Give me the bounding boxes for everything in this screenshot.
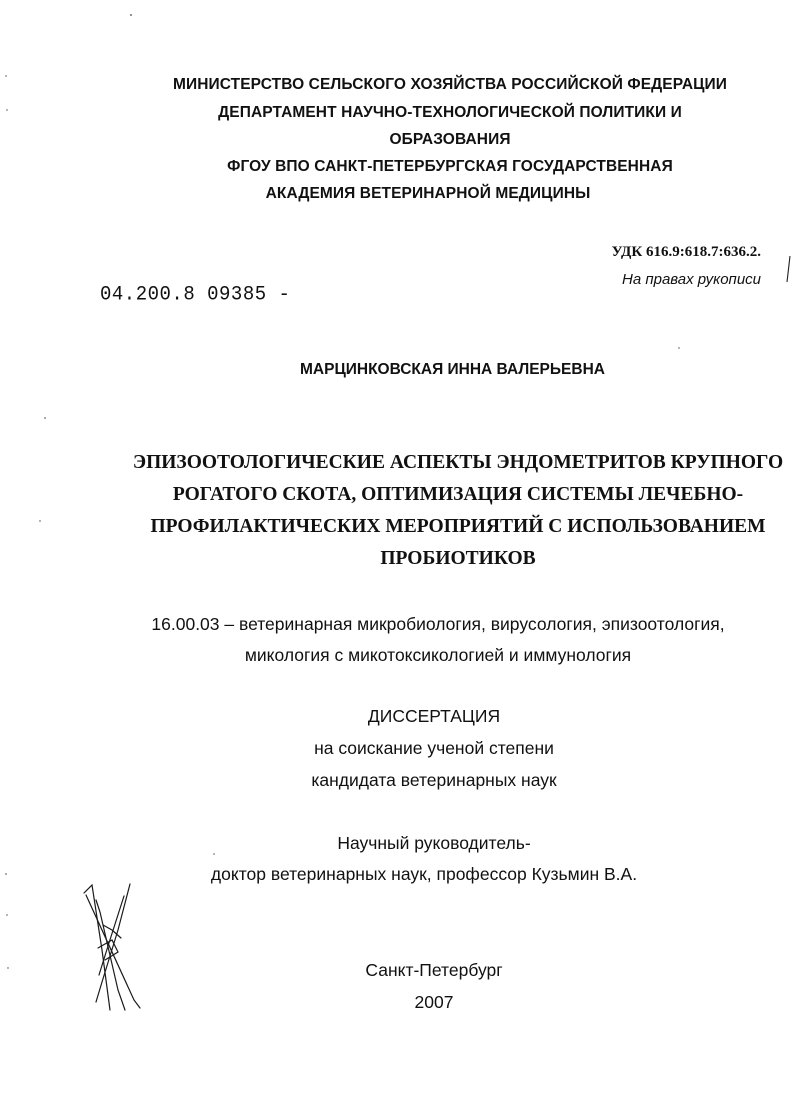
scan-specks bbox=[5, 14, 680, 969]
library-stamp-number: 04.200.8 09385 - bbox=[100, 282, 291, 306]
margin-mark bbox=[787, 256, 790, 282]
title-line-1: ЭПИЗООТОЛОГИЧЕСКИЕ АСПЕКТЫ ЭНДОМЕТРИТОВ КРУПНОГО bbox=[132, 452, 784, 473]
specialty-line-2: микология с микотоксикологией и иммунология bbox=[244, 645, 632, 665]
udk-code: УДК 616.9:618.7:636.2. bbox=[611, 244, 761, 260]
year: 2007 bbox=[414, 992, 454, 1012]
manuscript-rights-note: На правах рукописи bbox=[622, 271, 761, 288]
degree-purpose-line-1: на соискание ученой степени bbox=[314, 738, 554, 758]
header-line-department: ДЕПАРТАМЕНТ НАУЧНО-ТЕХНОЛОГИЧЕСКОЙ ПОЛИТИКИ И bbox=[218, 104, 682, 121]
city: Санкт-Петербург bbox=[365, 960, 503, 980]
title-line-2: РОГАТОГО СКОТА, ОПТИМИЗАЦИЯ СИСТЕМЫ ЛЕЧЕБНО- bbox=[172, 484, 744, 505]
title-line-3: ПРОФИЛАКТИЧЕСКИХ МЕРОПРИЯТИЙ С ИСПОЛЬЗОВАНИЕМ bbox=[150, 516, 766, 537]
degree-purpose-line-2: кандидата ветеринарных наук bbox=[311, 770, 557, 790]
supervisor-name: доктор ветеринарных наук, профессор Кузьмин В.А. bbox=[210, 864, 638, 884]
title-line-4: ПРОБИОТИКОВ bbox=[380, 548, 536, 569]
header-line-education: ОБРАЗОВАНИЯ bbox=[389, 131, 511, 148]
author-name: МАРЦИНКОВСКАЯ ИННА ВАЛЕРЬЕВНА bbox=[300, 361, 605, 378]
dissertation-type: ДИССЕРТАЦИЯ bbox=[367, 706, 501, 726]
header-line-ministry: МИНИСТЕРСТВО СЕЛЬСКОГО ХОЗЯЙСТВА РОССИЙСКОЙ ФЕДЕРАЦИИ bbox=[172, 76, 728, 93]
handwritten-signature bbox=[84, 884, 140, 1010]
header-line-academy: АКАДЕМИЯ ВЕТЕРИНАРНОЙ МЕДИЦИНЫ bbox=[265, 185, 591, 202]
specialty-line-1: 16.00.03 – ветеринарная микробиология, вирусология, эпизоотология, bbox=[151, 614, 725, 634]
library-stamp-number-text: 04.200.8 09385 bbox=[100, 282, 267, 306]
header-line-institution: ФГОУ ВПО САНКТ-ПЕТЕРБУРГСКАЯ ГОСУДАРСТВЕННАЯ bbox=[227, 158, 673, 175]
supervisor-label: Научный руководитель- bbox=[337, 833, 531, 853]
